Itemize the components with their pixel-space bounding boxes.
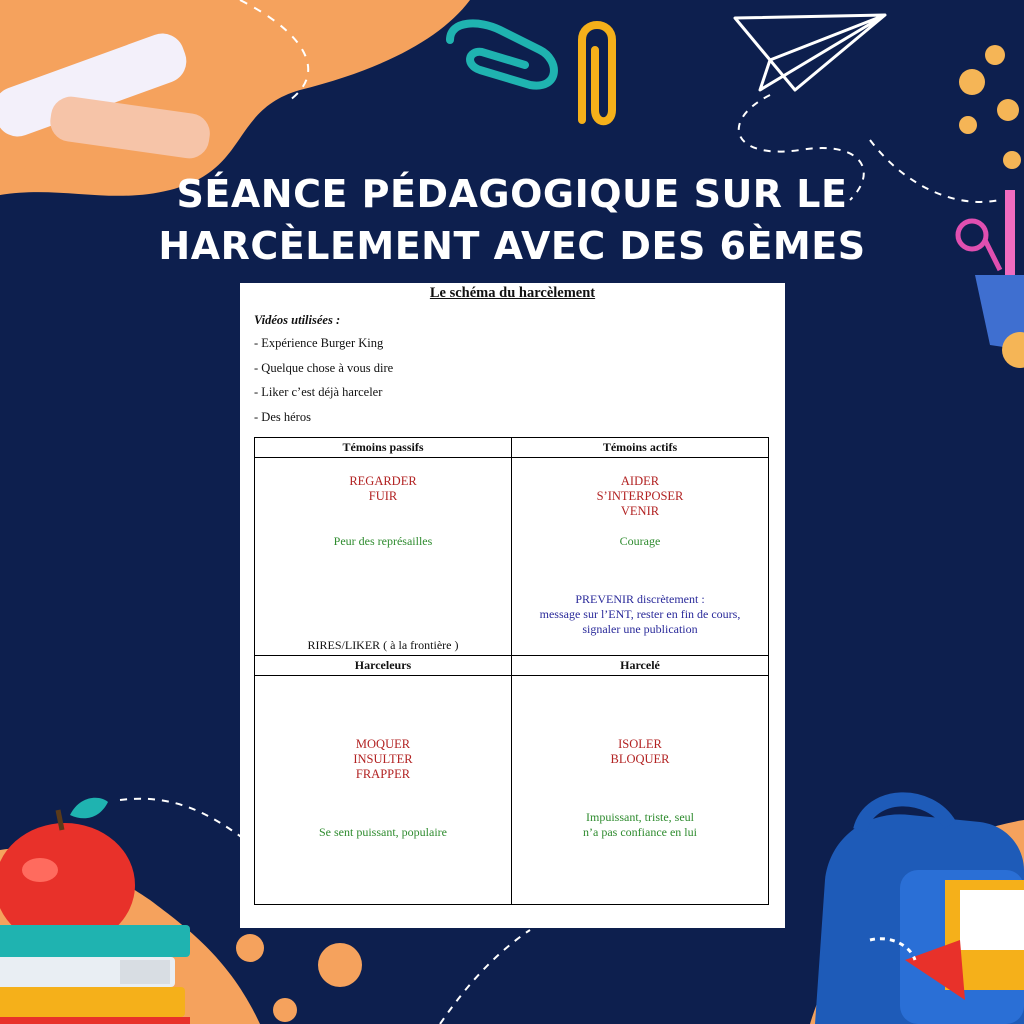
videos-list xyxy=(254,313,393,434)
action-text: INSULTER xyxy=(353,752,413,766)
title-line: SÉANCE PÉDAGOGIQUE SUR LE xyxy=(176,172,848,216)
prevent-text: PREVENIR discrètement : xyxy=(575,592,705,606)
action-text: S’INTERPOSER xyxy=(596,489,684,503)
paperclip-icon xyxy=(450,23,612,121)
feeling-text: Courage xyxy=(619,534,661,548)
action-text: VENIR xyxy=(620,504,660,518)
feeling-text: n’a pas confiance en lui xyxy=(583,825,697,839)
cell-victim xyxy=(512,676,769,905)
header-active-witnesses: Témoins actifs xyxy=(512,438,769,458)
books-icon xyxy=(0,925,190,1024)
header-victim: Harcelé xyxy=(512,656,769,676)
video-item: - Expérience Burger King xyxy=(254,336,384,350)
feeling-text: Se sent puissant, populaire xyxy=(319,825,447,839)
prevent-text: message sur l’ENT, rester en fin de cours, xyxy=(539,607,741,621)
header-passive-witnesses: Témoins passifs xyxy=(255,438,512,458)
poster-title xyxy=(0,168,1024,272)
videos-heading: Vidéos utilisées : xyxy=(254,313,341,327)
feeling-text: Peur des représailles xyxy=(333,534,433,548)
document-title: Le schéma du harcèlement xyxy=(429,285,596,301)
harassment-table xyxy=(254,437,769,905)
video-item: - Des héros xyxy=(254,409,311,424)
header-harassers: Harceleurs xyxy=(255,656,512,676)
action-text: FRAPPER xyxy=(355,767,411,781)
feeling-text: Impuissant, triste, seul xyxy=(586,810,694,824)
title-line: HARCÈLEMENT AVEC DES 6ÈMES xyxy=(158,224,866,268)
action-text: AIDER xyxy=(620,474,660,488)
action-text: FUIR xyxy=(368,489,398,503)
cell-harassers xyxy=(255,676,512,905)
action-text: REGARDER xyxy=(349,474,417,488)
cell-active-witnesses xyxy=(512,458,769,656)
document-page xyxy=(240,283,785,928)
video-item: - Liker c’est déjà harceler xyxy=(254,385,383,399)
video-item: - Quelque chose à vous dire xyxy=(254,360,394,375)
action-text: ISOLER xyxy=(618,737,662,751)
action-text: BLOQUER xyxy=(610,752,670,766)
prevent-text: signaler une publication xyxy=(582,622,698,636)
action-text: MOQUER xyxy=(355,737,411,751)
cell-passive-witnesses xyxy=(255,458,512,656)
frontier-note: RIRES/LIKER ( à la frontière ) xyxy=(307,638,459,652)
backpack-icon xyxy=(815,799,1024,1024)
apple-icon xyxy=(0,798,135,947)
